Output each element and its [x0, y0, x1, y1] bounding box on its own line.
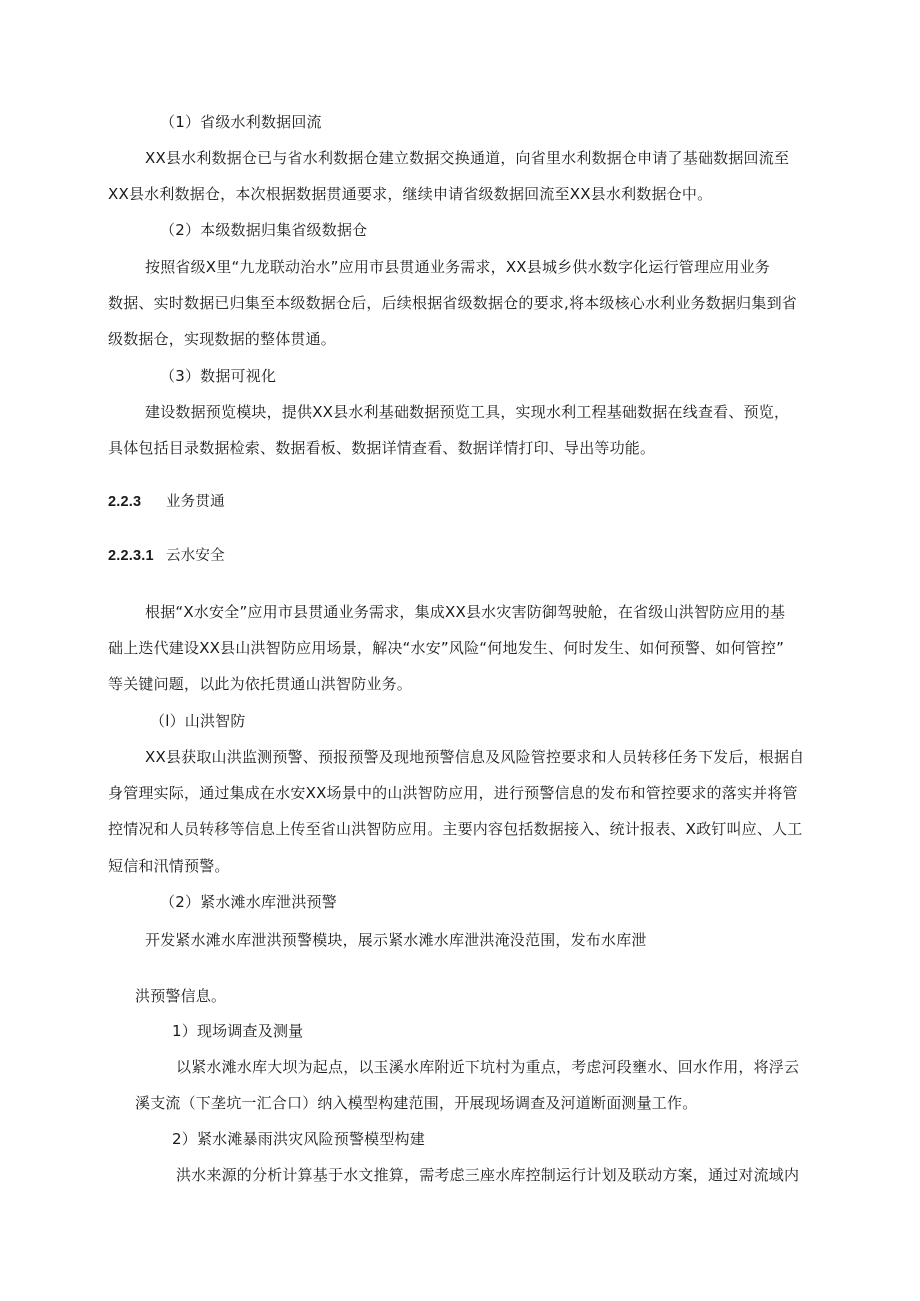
paragraph-line: 等关键问题，以此为依托贯通山洪智防业务。 [108, 675, 413, 693]
paragraph-line: 身管理实际，通过集成在水安XX场景中的山洪智防应用，进行预警信息的发布和管控要求的落实并将管 [108, 784, 798, 802]
paragraph-line: 按照省级X里“九龙联动治水”应用市县贯通业务需求，XX县城乡供水数字化运行管理应用业务 [145, 258, 770, 276]
step-2-title: 2）紧水滩暴雨洪灾风险预警模型构建 [172, 1130, 425, 1148]
paragraph-line: 级数据仓，实现数据的整体贯通。 [108, 330, 337, 348]
subsection-heading-title: 云水安全 [166, 548, 225, 564]
item-1-title: （l）山洪智防 [150, 712, 246, 730]
paragraph-line: 溪支流（下垄坑一汇合口）纳入模型构建范围，开展现场调查及河道断面测量工作。 [135, 1094, 698, 1112]
subsection-1-title: （1）省级水利数据回流 [160, 113, 322, 131]
paragraph-line: 以紧水滩水库大坝为起点，以玉溪水库附近下坑村为重点，考虑河段壅水、回水作用，将浮云 [176, 1058, 800, 1076]
paragraph-line: 具体包括目录数据检索、数据看板、数据详情查看、数据详情打印、导出等功能。 [108, 439, 656, 457]
paragraph-line: 根据“X水安全”应用市县贯通业务需求，集成XX县水灾害防御驾驶舱，在省级山洪智防应用的基 [145, 603, 786, 621]
paragraph-line: 数据、实时数据已归集至本级数据仓后，后续根据省级数据仓的要求,将本级核心水利业务数据归集到省 [108, 294, 797, 312]
subsection-3-title: （3）数据可视化 [160, 367, 277, 385]
section-title: 业务贯通 [166, 494, 225, 510]
paragraph-line: 控情况和人员转移等信息上传至省山洪智防应用。主要内容包括数据接入、统计报表、X政钉叫应、人工 [108, 820, 803, 838]
paragraph-line: XX县水利数据仓，本次根据数据贯通要求，继续申请省级数据回流至XX县水利数据仓中。 [108, 185, 713, 203]
paragraph-line: 建设数据预览模块，提供XX县水利基础数据预览工具，实现水利工程基础数据在线查看、预览， [145, 403, 790, 421]
subsection-2-title: （2）本级数据归集省级数据仓 [160, 221, 368, 239]
paragraph-line: 短信和汛情预警。 [108, 857, 230, 875]
paragraph-line: XX县水利数据仓已与省水利数据仓建立数据交换通道，向省里水利数据仓申请了基础数据回流至 [145, 149, 790, 167]
paragraph-line: 开发紧水滩水库泄洪预警模块，展示紧水滩水库泄洪淹没范围，发布水库泄 [145, 931, 647, 949]
item-2-title: （2）紧水滩水库泄洪预警 [160, 893, 337, 911]
subsection-heading [108, 546, 225, 566]
subsection-number: 2.2.3.1 [108, 548, 154, 564]
section-number: 2.2.3 [108, 494, 142, 510]
paragraph-line: 洪预警信息。 [135, 987, 227, 1005]
section-heading [108, 492, 225, 512]
paragraph-line: 础上迭代建设XX县山洪智防应用场景，解决“水安”风险“何地发生、何时发生、如何预警、如何管控” [108, 639, 785, 657]
step-1-title: 1）现场调查及测量 [172, 1022, 304, 1040]
paragraph-line: 洪水来源的分析计算基于水文推算，需考虑三座水库控制运行计划及联动方案，通过对流域内 [176, 1166, 800, 1184]
paragraph-line: XX县获取山洪监测预警、预报预警及现地预警信息及风险管控要求和人员转移任务下发后，根据自 [145, 748, 805, 766]
